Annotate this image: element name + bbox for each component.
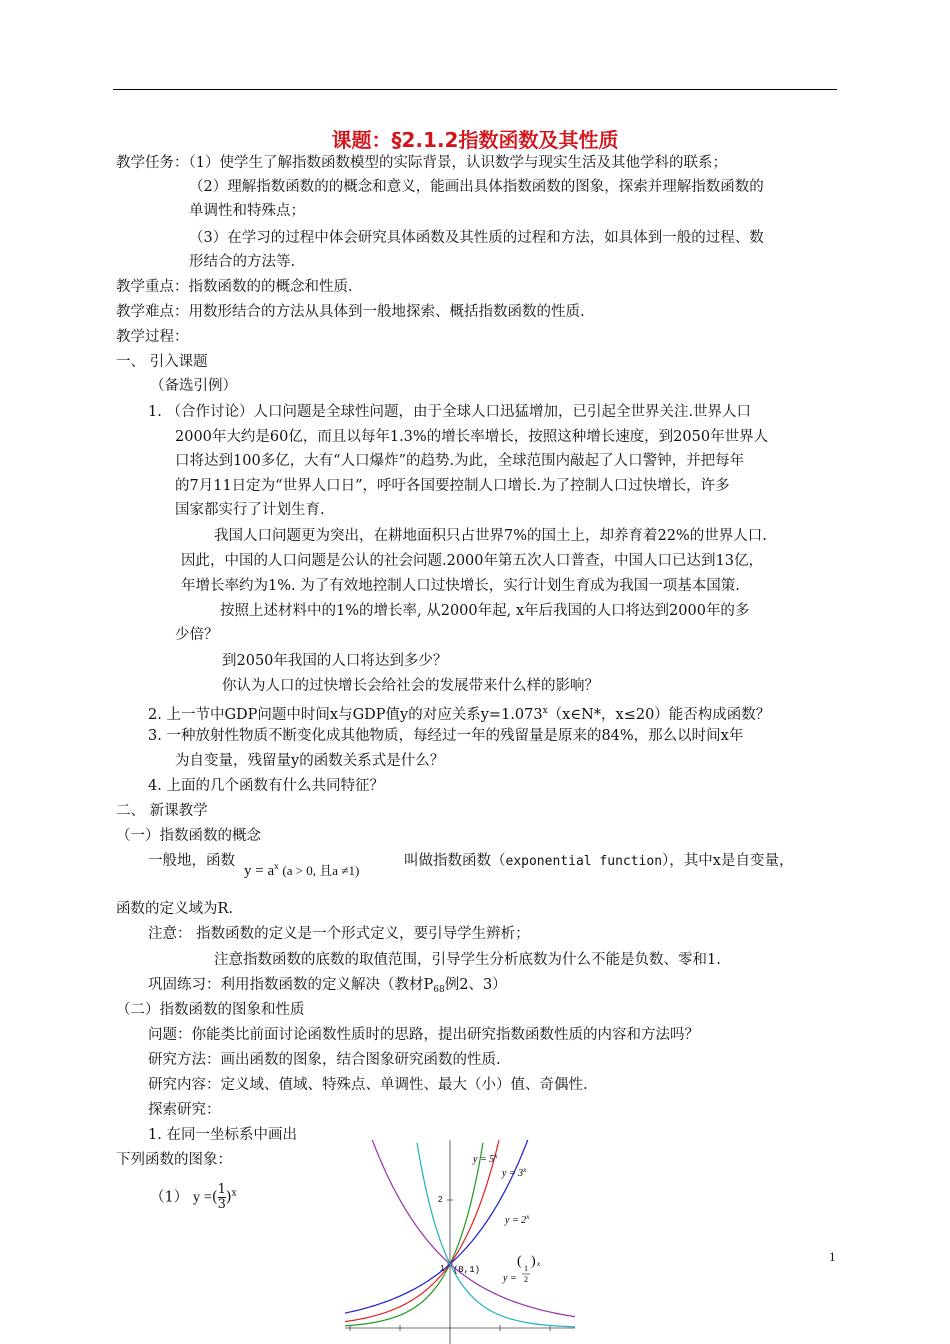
text-line: （一）指数函数的概念 <box>116 828 261 844</box>
text-line: 研究方法：画出函数的图象，结合图象研究函数的性质. <box>148 1052 501 1068</box>
text-line: 研究内容：定义域、值域、特殊点、单调性、最大（小）值、奇偶性. <box>148 1077 588 1093</box>
curve-y-2x <box>345 1140 529 1313</box>
text-line: 的7月11日定为“世界人口日”，呼吁各国要控制人口增长.为了控制人口过快增长，许多 <box>175 478 730 494</box>
exponential-function-formula: $y = a^x$ (a > 0, 且a ≠1) <box>244 861 360 879</box>
text-line: 因此，中国的人口问题是公认的社会问题.2000年第五次人口普查，中国人口已达到13亿， <box>181 553 763 569</box>
text-line: 国家都实行了计划生育. <box>175 502 325 518</box>
curve-cyan <box>417 1143 575 1327</box>
text-line: 按照上述材料中的1%的增长率, 从2000年起, x年后我国的人口将达到2000年的多 <box>220 603 750 619</box>
label-y-5x: $y = 5^x$ <box>473 1152 498 1165</box>
text-line: 口将达到100多亿，大有“人口爆炸”的趋势.为此，全球范围内敲起了人口警钟，并把每年 <box>175 453 745 469</box>
text-line: 少倍？ <box>175 627 219 643</box>
text-line: 叫做指数函数（exponential function），其中x是自变量， <box>404 853 794 869</box>
tick-label-1: 1 <box>440 1264 445 1273</box>
svg-text:(: ( <box>517 1254 522 1269</box>
text-line: 到2050年我国的人口将达到多少？ <box>222 653 448 669</box>
page-title: 课题：§2.1.2指数函数及其性质 <box>331 128 619 152</box>
text-line: 教学难点：用数形结合的方法从具体到一般地探索、概括指数函数的性质. <box>116 304 585 320</box>
text-line: 探索研究： <box>148 1102 221 1118</box>
text-line: 1. 在同一坐标系中画出 <box>148 1127 297 1143</box>
function-item-1: （1） y =( $\frac{1}{3}$ )$^x$ <box>150 1182 237 1212</box>
text-line: 年增长率约为1%. 为了有效地控制人口过快增长，实行计划生育成为我国一项基本国策. <box>181 578 740 594</box>
text-line: （备选引例） <box>150 378 237 394</box>
text-line: 下列函数的图象： <box>116 1152 232 1168</box>
text-line: 形结合的方法等. <box>189 254 296 270</box>
label-y-2x: $y = 2^x$ <box>505 1213 530 1226</box>
text-line: 一、 引入课题 <box>116 354 208 370</box>
text-line: 巩固练习：利用指数函数的定义解决（教材$P_{68}$例2、3） <box>148 977 507 995</box>
header-rule <box>113 89 837 90</box>
text-line: 教学任务：（1）使学生了解指数函数模型的实际背景，认识数学与现实生活及其他学科的联系； <box>116 155 727 171</box>
text-line: 教学过程： <box>116 329 189 345</box>
label-y-3x: $y = 3^x$ <box>502 1166 527 1179</box>
svg-text:): ) <box>531 1254 536 1269</box>
text-line: 1. （合作讨论）人口问题是全球性问题，由于全球人口迅猛增加，已引起全世界关注.世界人口 <box>148 404 752 420</box>
text-line: 4. 上面的几个函数有什么共同特征？ <box>148 778 384 794</box>
text-line: 单调性和特殊点； <box>189 203 305 219</box>
text-line: （3）在学习的过程中体会研究具体函数及其性质的过程和方法，如具体到一般的过程、数 <box>189 230 764 246</box>
text-line: 我国人口问题更为突出，在耕地面积只占世界7%的国土上，却养育着22%的世界人口. <box>214 528 767 544</box>
label-half-den: 2 <box>524 1275 528 1284</box>
text-line: 你认为人口的过快增长会给社会的发展带来什么样的影响？ <box>222 678 599 694</box>
exponential-graph <box>345 1140 575 1344</box>
text-line: （2）理解指数函数的的概念和意义，能画出具体指数函数的图象，探索并理解指数函数的 <box>189 179 764 195</box>
fraction-one-third: $\frac{1}{3}$ <box>217 1182 226 1212</box>
text-line: 一般地，函数 <box>148 853 235 869</box>
label-point: (0,1) <box>453 1265 481 1275</box>
text-line: 3. 一种放射性物质不断变化成其他物质，每经过一年的残留量是原来的84%，那么以时间x年 <box>148 728 744 744</box>
text-line: 2000年大约是60亿，而且以每年1.3%的增长率增长，按照这种增长速度，到2050年世界人 <box>175 429 769 445</box>
curve-y-half-x <box>371 1140 575 1317</box>
text-line: 注意指数函数的底数的取值范围，引导学生分析底数为什么不能是负数、零和1. <box>214 952 721 968</box>
text-line: 注意： 指数函数的定义是一个形式定义，要引导学生辨析； <box>148 926 530 942</box>
label-y-half-x: y = <box>503 1273 517 1284</box>
text-line: 函数的定义域为R. <box>116 901 234 917</box>
text-line: 二、 新课教学 <box>116 803 208 819</box>
text-line: 为自变量，残留量y的函数关系式是什么？ <box>175 753 445 769</box>
svg-text:x: x <box>537 1260 541 1268</box>
tick-label-2: 2 <box>438 1195 443 1204</box>
label-half-num: 1 <box>524 1264 528 1273</box>
page-number: 1 <box>829 1249 836 1264</box>
text-line: 问题：你能类比前面讨论函数性质时的思路，提出研究指数函数性质的内容和方法吗？ <box>148 1027 699 1043</box>
text-line: （二）指数函数的图象和性质 <box>116 1002 305 1018</box>
text-line: 教学重点：指数函数的的概念和性质. <box>116 279 353 295</box>
text-line: 2. 上一节中GDP问题中时间x与GDP值y的对应关系$y=1.073^x(x\in N*$，x≤20）能否构成函数？ <box>148 706 771 723</box>
